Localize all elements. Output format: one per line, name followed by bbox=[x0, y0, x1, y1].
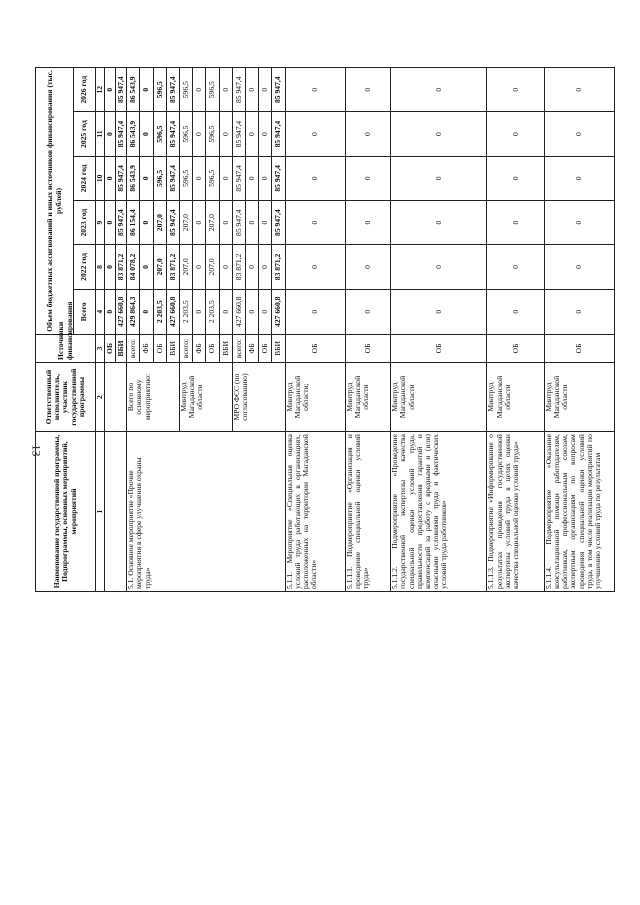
year-value-cell: 0 bbox=[259, 245, 272, 289]
total-cell: 0 bbox=[544, 289, 614, 334]
table-row bbox=[105, 68, 116, 592]
executor-cell: Минтруд Магаданской области; bbox=[285, 363, 345, 432]
year-value-cell: 0 bbox=[193, 156, 206, 200]
year-value-cell: 0 bbox=[285, 156, 345, 200]
year-value-cell: 0 bbox=[259, 112, 272, 156]
year-value-cell: 85 947,4 bbox=[232, 156, 245, 200]
year-value-cell: 0 bbox=[193, 68, 206, 112]
year-value-cell: 0 bbox=[391, 245, 487, 289]
year-value-cell: 0 bbox=[105, 156, 116, 200]
total-cell: 2 203,5 bbox=[180, 289, 193, 334]
sub-event-name: 5.1.1.3. Подмероприятие «Информирование о результатах проведения государственной экспертизы условий труда в целях оценки качества специальной оценки условий труда» bbox=[487, 432, 545, 592]
table-body bbox=[105, 68, 615, 592]
year-value-cell: 0 bbox=[219, 245, 232, 289]
year-value-cell: 83 871,2 bbox=[272, 245, 285, 289]
year-value-cell: 0 bbox=[140, 156, 153, 200]
executor-cell: Минтруд Магаданской области bbox=[180, 363, 233, 432]
funding-table bbox=[35, 67, 615, 592]
year-value-cell: 0 bbox=[246, 245, 259, 289]
year-value-cell: 86 543,9 bbox=[127, 156, 140, 200]
year-value-cell: 596,5 bbox=[206, 112, 219, 156]
col-number: 4 bbox=[96, 289, 105, 334]
source-cell: ОБ bbox=[544, 334, 614, 362]
source-cell: ОБ bbox=[105, 334, 116, 362]
total-cell: 0 bbox=[285, 289, 345, 334]
col-number: 12 bbox=[96, 68, 105, 112]
year-value-cell: 0 bbox=[391, 68, 487, 112]
col-number: 11 bbox=[96, 112, 105, 156]
total-cell: 0 bbox=[105, 289, 116, 334]
executor-cell: Минтруд Магаданской области bbox=[345, 363, 391, 432]
header-total: Всего bbox=[74, 289, 96, 334]
year-value-cell: 596,5 bbox=[180, 156, 193, 200]
year-value-cell: 85 947,4 bbox=[232, 112, 245, 156]
year-value-cell: 207,0 bbox=[180, 201, 193, 245]
year-value-cell: 0 bbox=[544, 112, 614, 156]
year-value-cell: 0 bbox=[345, 245, 391, 289]
year-value-cell: 0 bbox=[487, 201, 545, 245]
year-value-cell: 0 bbox=[544, 68, 614, 112]
col-number: 9 bbox=[96, 201, 105, 245]
total-cell: 0 bbox=[219, 289, 232, 334]
source-cell: ФБ bbox=[140, 334, 153, 362]
year-value-cell: 0 bbox=[391, 201, 487, 245]
year-value-cell: 0 bbox=[193, 112, 206, 156]
year-value-cell: 207,0 bbox=[180, 245, 193, 289]
year-value-cell: 83 871,2 bbox=[116, 245, 127, 289]
year-value-cell: 0 bbox=[544, 245, 614, 289]
table-row bbox=[285, 68, 345, 592]
header-source: Источники финансирования bbox=[36, 334, 96, 362]
table-row bbox=[127, 68, 140, 592]
year-value-cell: 85 947,4 bbox=[272, 201, 285, 245]
year-value-cell: 596,5 bbox=[180, 68, 193, 112]
table-row bbox=[487, 68, 545, 592]
source-cell: всего: bbox=[127, 334, 140, 362]
total-cell: 427 660,8 bbox=[166, 289, 179, 334]
year-value-cell: 596,5 bbox=[206, 68, 219, 112]
sub-event-name: 5.1.1.2. Подмероприятие «Проведение государственной экспертизы качества специальной оценки условий труда, правильности предоставления гарантий и компенсаций за работу с вредными и (или) опасными условиями труда и фактических условий труда работников» bbox=[391, 432, 487, 592]
sub-event-name: 5.1.1.4. Подмероприятие «Оказание консультационной помощи работодателям, работникам, профессиональным союзам, экспертным организациям по вопросам проведения специальной оценки условий труда, в том числе реализации мероприятий по улучшению условий труда по результатам bbox=[544, 432, 614, 592]
source-cell: ВБИ bbox=[272, 334, 285, 362]
year-value-cell: 0 bbox=[345, 156, 391, 200]
name-cell bbox=[105, 432, 127, 592]
year-value-cell: 0 bbox=[285, 201, 345, 245]
year-value-cell: 0 bbox=[219, 201, 232, 245]
header-year: 2026 год bbox=[74, 68, 96, 112]
total-cell: 427 660,8 bbox=[272, 289, 285, 334]
year-value-cell: 0 bbox=[193, 201, 206, 245]
year-value-cell: 0 bbox=[544, 156, 614, 200]
source-cell: ОБ bbox=[285, 334, 345, 362]
year-value-cell: 0 bbox=[219, 112, 232, 156]
year-value-cell: 0 bbox=[193, 245, 206, 289]
source-cell: ФБ bbox=[246, 334, 259, 362]
header-year: 2023 год bbox=[74, 201, 96, 245]
year-value-cell: 596,5 bbox=[153, 112, 166, 156]
year-value-cell: 0 bbox=[246, 201, 259, 245]
header-executor: Ответственный исполнитель, участник государственной программы bbox=[36, 363, 96, 432]
total-cell: 0 bbox=[391, 289, 487, 334]
year-value-cell: 0 bbox=[219, 156, 232, 200]
rotated-table-sheet bbox=[35, 67, 615, 592]
year-value-cell: 596,5 bbox=[206, 156, 219, 200]
year-value-cell: 0 bbox=[487, 245, 545, 289]
year-value-cell: 85 947,4 bbox=[166, 112, 179, 156]
year-value-cell: 86 543,9 bbox=[127, 112, 140, 156]
source-cell: ОБ bbox=[345, 334, 391, 362]
year-value-cell: 0 bbox=[345, 112, 391, 156]
source-cell: ВБИ bbox=[116, 334, 127, 362]
year-value-cell: 85 947,4 bbox=[166, 201, 179, 245]
source-cell: ФБ bbox=[193, 334, 206, 362]
total-cell: 2 203,5 bbox=[153, 289, 166, 334]
main-event-name: 5.1. Основное мероприятие «Прочие мероприятия в сфере улучшения охраны труда» bbox=[127, 432, 285, 592]
year-value-cell: 85 947,4 bbox=[272, 112, 285, 156]
year-value-cell: 0 bbox=[105, 68, 116, 112]
total-cell: 0 bbox=[259, 289, 272, 334]
year-value-cell: 86 154,4 bbox=[127, 201, 140, 245]
year-value-cell: 85 947,4 bbox=[116, 156, 127, 200]
source-cell: ОБ bbox=[487, 334, 545, 362]
executor-cell: Всего по основному мероприятию: bbox=[127, 363, 180, 432]
total-cell: 0 bbox=[193, 289, 206, 334]
year-value-cell: 0 bbox=[105, 201, 116, 245]
executor-cell: Минтруд Магаданской области bbox=[391, 363, 487, 432]
year-value-cell: 85 947,4 bbox=[272, 156, 285, 200]
year-value-cell: 0 bbox=[219, 68, 232, 112]
year-value-cell: 0 bbox=[140, 201, 153, 245]
year-value-cell: 0 bbox=[259, 68, 272, 112]
year-value-cell: 0 bbox=[140, 112, 153, 156]
executor-cell bbox=[105, 363, 127, 432]
header-year: 2022 год bbox=[74, 245, 96, 289]
year-value-cell: 83 871,2 bbox=[232, 245, 245, 289]
year-value-cell: 0 bbox=[246, 156, 259, 200]
total-cell: 0 bbox=[140, 289, 153, 334]
year-value-cell: 0 bbox=[487, 156, 545, 200]
year-value-cell: 84 078,2 bbox=[127, 245, 140, 289]
source-cell: ОБ bbox=[259, 334, 272, 362]
year-value-cell: 207,0 bbox=[153, 201, 166, 245]
total-cell: 0 bbox=[345, 289, 391, 334]
header-name: Наименование государственной программы, Подпрограммы, основных мероприятий, мероприятий bbox=[36, 432, 96, 592]
year-value-cell: 85 947,4 bbox=[166, 68, 179, 112]
table-row bbox=[391, 68, 487, 592]
executor-cell: Минтруд Магаданской области bbox=[487, 363, 545, 432]
col-number: 1 bbox=[96, 432, 105, 592]
year-value-cell: 207,0 bbox=[206, 245, 219, 289]
year-value-cell: 0 bbox=[285, 245, 345, 289]
year-value-cell: 0 bbox=[487, 68, 545, 112]
total-cell: 427 660,8 bbox=[232, 289, 245, 334]
col-number: 10 bbox=[96, 156, 105, 200]
year-value-cell: 0 bbox=[544, 201, 614, 245]
year-value-cell: 0 bbox=[285, 68, 345, 112]
year-value-cell: 207,0 bbox=[153, 245, 166, 289]
col-number: 3 bbox=[96, 334, 105, 362]
source-cell: ВБИ bbox=[219, 334, 232, 362]
source-cell: ВБИ bbox=[166, 334, 179, 362]
header-year: 2025 год bbox=[74, 112, 96, 156]
source-cell: ОБ bbox=[153, 334, 166, 362]
year-value-cell: 85 947,4 bbox=[116, 201, 127, 245]
year-value-cell: 596,5 bbox=[153, 68, 166, 112]
col-number: 2 bbox=[96, 363, 105, 432]
year-value-cell: 85 947,4 bbox=[232, 201, 245, 245]
executor-cell: МРО ФСС (по согласованию) bbox=[232, 363, 285, 432]
year-value-cell: 0 bbox=[105, 245, 116, 289]
sub-event-name: 5.1.1.1. Подмероприятие «Организация и проведение специальной оценки условий труда» bbox=[345, 432, 391, 592]
executor-cell: Минтруд Магаданской области bbox=[544, 363, 614, 432]
year-value-cell: 596,5 bbox=[180, 112, 193, 156]
table-row bbox=[345, 68, 391, 592]
year-value-cell: 0 bbox=[140, 68, 153, 112]
year-value-cell: 0 bbox=[391, 156, 487, 200]
year-value-cell: 0 bbox=[345, 68, 391, 112]
year-value-cell: 207,0 bbox=[206, 201, 219, 245]
source-cell: ОБ bbox=[391, 334, 487, 362]
year-value-cell: 0 bbox=[285, 112, 345, 156]
year-value-cell: 0 bbox=[105, 112, 116, 156]
source-cell: всего: bbox=[180, 334, 193, 362]
col-number: 8 bbox=[96, 245, 105, 289]
year-value-cell: 85 947,4 bbox=[116, 68, 127, 112]
year-value-cell: 0 bbox=[259, 156, 272, 200]
year-value-cell: 85 947,4 bbox=[116, 112, 127, 156]
year-value-cell: 0 bbox=[140, 245, 153, 289]
page-number: 13 bbox=[29, 444, 44, 457]
year-value-cell: 596,5 bbox=[153, 156, 166, 200]
source-cell: всего: bbox=[232, 334, 245, 362]
year-value-cell: 86 543,9 bbox=[127, 68, 140, 112]
total-cell: 0 bbox=[487, 289, 545, 334]
year-value-cell: 85 947,4 bbox=[272, 68, 285, 112]
total-cell: 0 bbox=[246, 289, 259, 334]
year-value-cell: 83 871,2 bbox=[166, 245, 179, 289]
sub-event-name: 5.1.1. Мероприятие «Специальная оценка условий труда работающих в организациях, расположенных на территории Магаданской области» bbox=[285, 432, 345, 592]
total-cell: 2 203,5 bbox=[206, 289, 219, 334]
year-value-cell: 0 bbox=[345, 201, 391, 245]
year-value-cell: 0 bbox=[391, 112, 487, 156]
total-cell: 427 660,8 bbox=[116, 289, 127, 334]
table-row bbox=[544, 68, 614, 592]
year-value-cell: 0 bbox=[259, 201, 272, 245]
year-value-cell: 85 947,4 bbox=[232, 68, 245, 112]
year-value-cell: 0 bbox=[246, 68, 259, 112]
source-cell: ОБ bbox=[206, 334, 219, 362]
year-value-cell: 0 bbox=[487, 112, 545, 156]
header-funding-group: Объем бюджетных ассигнований и иных источников финансирования (тыс. рублей) bbox=[36, 68, 74, 335]
year-value-cell: 0 bbox=[246, 112, 259, 156]
year-value-cell: 85 947,4 bbox=[166, 156, 179, 200]
header-year: 2024 год bbox=[74, 156, 96, 200]
total-cell: 429 864,3 bbox=[127, 289, 140, 334]
